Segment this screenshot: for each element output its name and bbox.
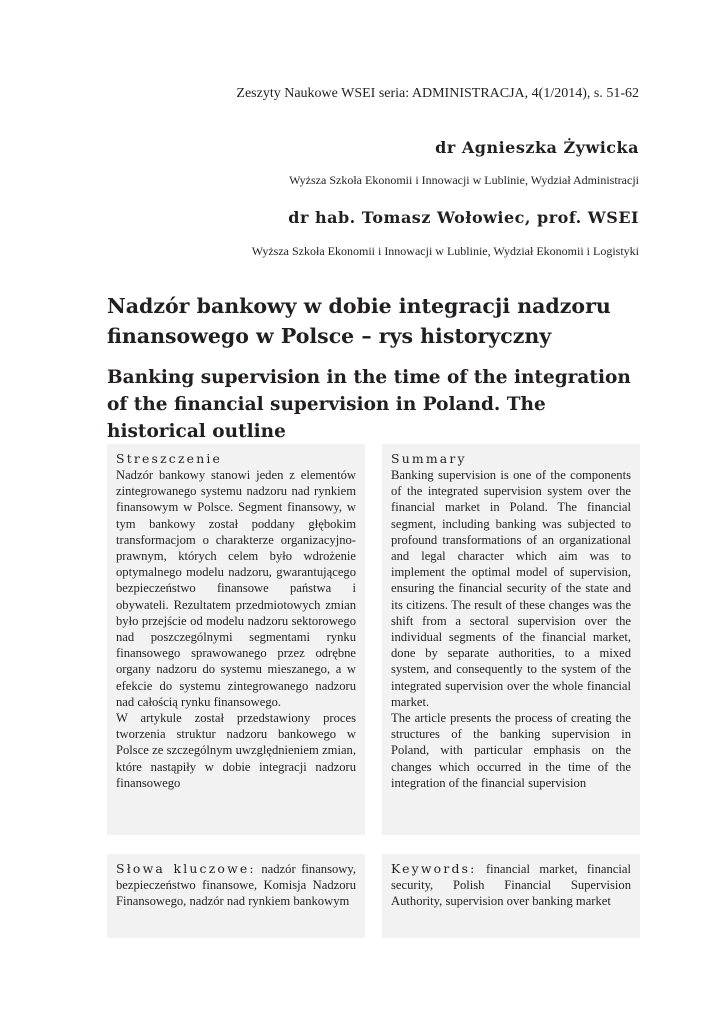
keywords-polish-label: Słowa kluczowe: — [116, 861, 256, 876]
author-1-affiliation: Wyższa Szkoła Ekonomii i Innowacji w Lublinie, Wydział Administracji — [289, 173, 639, 187]
author-1-name: dr Agnieszka Żywicka — [435, 138, 639, 157]
abstract-polish-paragraph: W artykule został przedstawiony proces tworzenia struktur nadzoru bankowego w Polsce ze szczególnym uwzględnieniem zmian, które nastąpiły w dobie integracji nadzoru finansowego — [116, 711, 356, 790]
keywords-english-text: financial market, financial security, Polish Financial Supervision Authority, supervision over banking market — [391, 862, 631, 909]
keywords-polish-box — [107, 854, 365, 938]
abstract-english-heading: Summary — [391, 451, 467, 466]
abstract-polish-box — [107, 444, 365, 835]
author-2-affiliation: Wyższa Szkoła Ekonomii i Innowacji w Lublinie, Wydział Ekonomii i Logistyki — [251, 244, 639, 258]
keywords-english-box — [382, 854, 640, 938]
abstract-polish-heading: Streszczenie — [116, 451, 223, 466]
journal-citation: Zeszyty Naukowe WSEI seria: ADMINISTRACJA, 4(1/2014), s. 51-62 — [236, 86, 639, 101]
abstract-english-box — [382, 444, 640, 835]
title-polish: Nadzór bankowy w dobie integracji nadzoru finansowego w Polsce – rys historyczny — [107, 294, 611, 348]
author-2-name: dr hab. Tomasz Wołowiec, prof. WSEI — [288, 208, 639, 227]
abstract-polish-paragraph: Nadzór bankowy stanowi jeden z elementów zintegrowanego systemu nadzoru nad rynkiem finansowym w Polsce. Segment finansowy, w tym bankowy został poddany głębokim transformacjom o charakterze organizacyjno-prawnym, których celem było wdrożenie optymalnego modelu nadzoru, gwarantującego bezpieczeństwo finansowe państwa i obywateli. Rezultatem przedmiotowych zmian było przejście od modelu nadzoru sektorowego nad poszczególnymi segmentami rynku finansowego sprawowanego przez odrębne organy nadzoru do systemu mieszanego, a w efekcie do systemu zintegrowanego nadzoru nad całością rynku finansowego. — [116, 468, 356, 709]
abstract-english-paragraph: The article presents the process of creating the structures of the banking supervision in Poland, with particular emphasis on the changes which occurred in the time of the integration of the financial supervision — [391, 711, 631, 790]
title-english: Banking supervision in the time of the integration of the financial supervision in Poland. The historical outline — [107, 367, 631, 442]
abstract-english-paragraph: Banking supervision is one of the components of the integrated supervision system over the financial market in Poland. The financial segment, including banking was subjected to profound transformations of an organizational and legal character which aim was to implement the optimal model of supervision, ensuring the financial security of the state and its citizens. The result of these changes was the shift from a sectoral supervision over the individual segments of the financial market, done by separate authorities, to a mixed system, and consequently to the system of the integrated supervision over the whole financial market. — [391, 468, 631, 709]
keywords-polish-text: nadzór finansowy, bezpieczeństwo finansowe, Komisja Nadzoru Finansowego, nadzór nad rynkiem bankowym — [116, 862, 356, 909]
keywords-english-label: Keywords: — [391, 861, 477, 876]
